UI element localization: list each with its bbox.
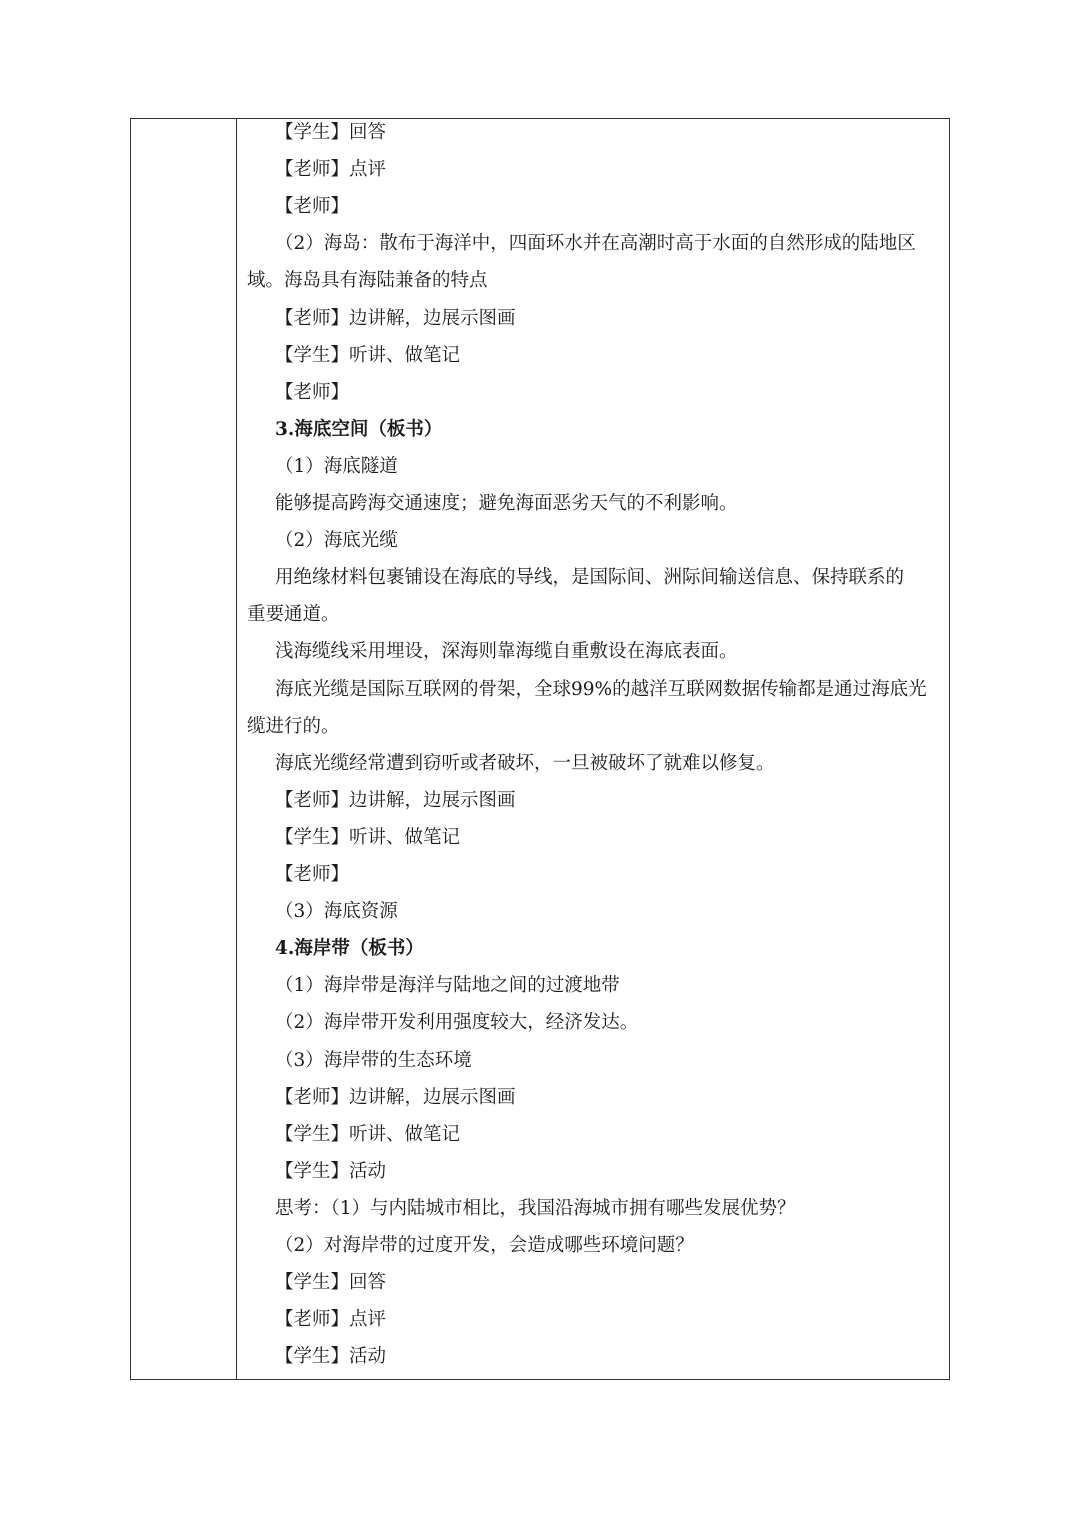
text-line: （1）海底隧道 — [275, 455, 398, 477]
text-line: 【老师】 — [275, 196, 350, 218]
text-line: 【学生】听讲、做笔记 — [275, 826, 461, 848]
text-line: （2）海底光缆 — [275, 530, 398, 552]
text-line: 【老师】边讲解，边展示图画 — [275, 307, 516, 329]
text-line: （1）海岸带是海洋与陆地之间的过渡地带 — [275, 975, 620, 997]
text-line: 域。海岛具有海陆兼备的特点 — [247, 270, 488, 292]
text-line: 重要通道。 — [247, 604, 340, 626]
lesson-table — [130, 118, 950, 1380]
text-line: （3）海岸带的生态环境 — [275, 1049, 472, 1071]
text-line: 海底光缆经常遭到窃听或者破坏，一旦被破坏了就难以修复。 — [275, 752, 775, 774]
text-line: 【学生】活动 — [275, 1346, 387, 1368]
text-line: 【老师】点评 — [275, 159, 387, 181]
left-column-cell — [131, 119, 237, 1379]
text-line: 【老师】点评 — [275, 1309, 387, 1331]
text-line: （3）海底资源 — [275, 901, 398, 923]
text-line: 【老师】边讲解，边展示图画 — [275, 789, 516, 811]
text-line: 【老师】 — [275, 381, 350, 403]
text-line: （2）海岸带开发利用强度较大，经济发达。 — [275, 1012, 639, 1034]
content-cell — [237, 119, 949, 1379]
text-line: 【学生】回答 — [275, 1272, 387, 1294]
text-line: 【老师】边讲解，边展示图画 — [275, 1086, 516, 1108]
section-heading: 3.海底空间（板书） — [275, 418, 443, 440]
text-line: 缆进行的。 — [247, 715, 340, 737]
section-heading: 4.海岸带（板书） — [275, 938, 424, 960]
text-line: 【学生】活动 — [275, 1160, 387, 1182]
text-line: 浅海缆线采用埋设，深海则靠海缆自重敷设在海底表面。 — [275, 641, 738, 663]
text-line: 【学生】回答 — [275, 122, 387, 143]
text-line: 海底光缆是国际互联网的骨架，全球99%的越洋互联网数据传输都是通过海底光 — [275, 678, 927, 700]
text-line: 【学生】听讲、做笔记 — [275, 1123, 461, 1145]
text-line: 【老师】 — [275, 864, 350, 885]
text-line: 用绝缘材料包裹铺设在海底的导线，是国际间、洲际间输送信息、保持联系的 — [275, 567, 905, 589]
text-line: 能够提高跨海交通速度；避免海面恶劣天气的不利影响。 — [275, 493, 738, 514]
text-line: （2）对海岸带的过度开发，会造成哪些环境问题？ — [275, 1235, 694, 1256]
text-line: 【学生】听讲、做笔记 — [275, 344, 461, 366]
text-line: 思考：（1）与内陆城市相比，我国沿海城市拥有哪些发展优势？ — [275, 1197, 796, 1219]
text-line: （2）海岛：散布于海洋中，四面环水并在高潮时高于水面的自然形成的陆地区 — [275, 233, 916, 255]
